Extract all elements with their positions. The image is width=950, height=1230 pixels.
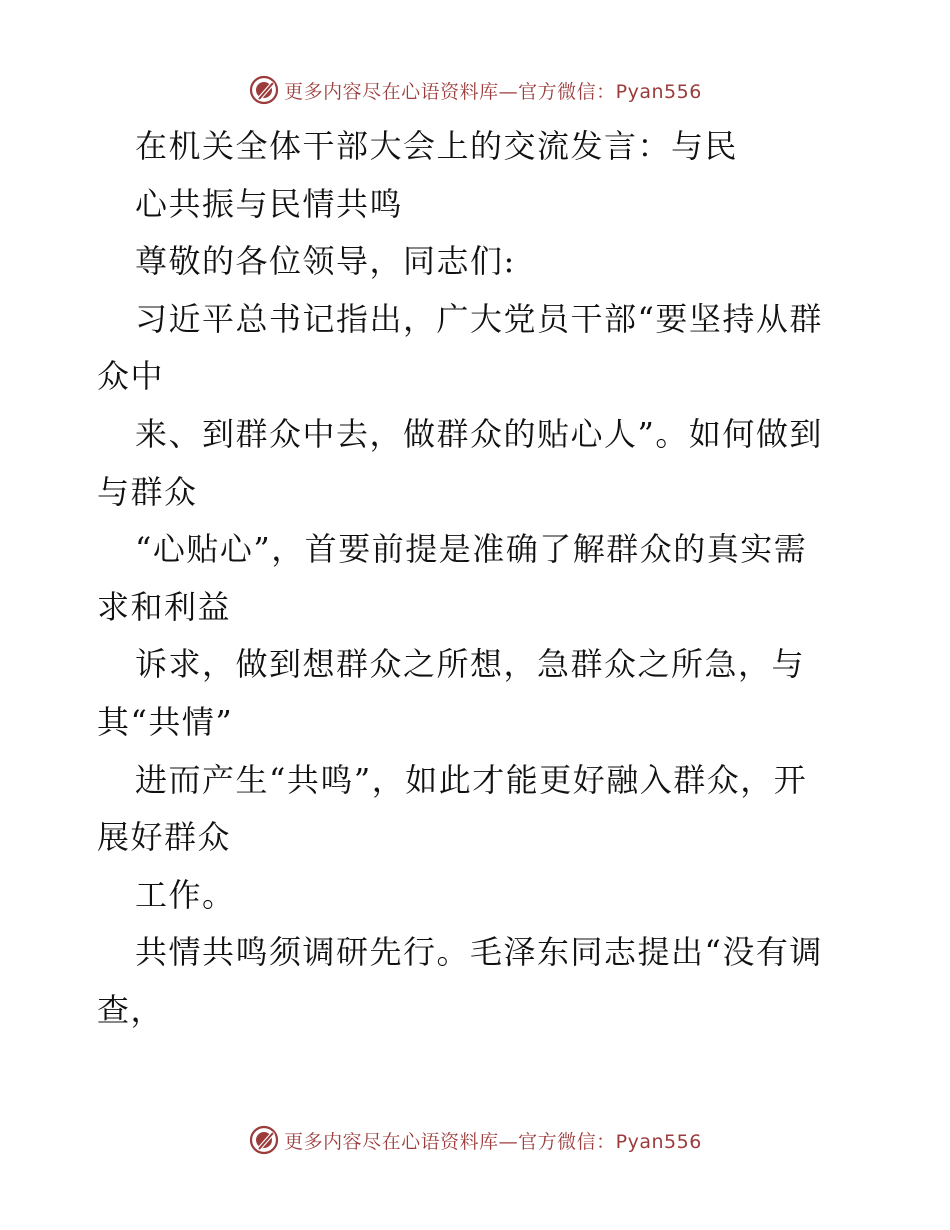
text-line: 来、到群众中去，做群众的贴心人”。如何做到	[135, 414, 823, 453]
pen-logo-icon	[248, 1124, 280, 1156]
wechat-handle: Pyan556	[615, 1130, 702, 1153]
text-line: 在机关全体干部大会上的交流发言：与民	[135, 127, 739, 165]
pen-logo-icon	[248, 74, 280, 106]
text-line: 尊敬的各位领导，同志们:	[135, 242, 516, 281]
text-line: “心贴心”，首要前提是准确了解群众的真实需	[135, 530, 808, 569]
text-line: 心共振与民情共鸣	[135, 184, 404, 223]
text-line: 工作。	[135, 875, 236, 914]
text-line: 展好群众	[97, 818, 232, 857]
banner-text: 更多内容尽在心语资料库—官方微信：Pyan556	[284, 80, 702, 103]
text-line: 与群众	[97, 472, 198, 511]
text-line: 进而产生“共鸣”，如此才能更好融入群众，开	[135, 760, 808, 799]
banner-text: 更多内容尽在心语资料库—官方微信：Pyan556	[284, 1130, 702, 1153]
footer-banner	[0, 1122, 950, 1158]
text-line: 其“共情”	[97, 702, 234, 741]
text-line: 习近平总书记指出，广大党员干部“要坚持从群	[135, 299, 823, 338]
text-line: 求和利益	[97, 587, 232, 626]
document-body	[97, 118, 857, 1040]
wechat-handle: Pyan556	[615, 80, 702, 103]
header-banner	[0, 72, 950, 108]
text-line: 众中	[97, 357, 165, 396]
text-line: 诉求，做到想群众之所想，急群众之所急，与	[135, 645, 806, 684]
text-line: 查，	[97, 990, 165, 1029]
text-line: 共情共鸣须调研先行。毛泽东同志提出“没有调	[135, 933, 823, 972]
